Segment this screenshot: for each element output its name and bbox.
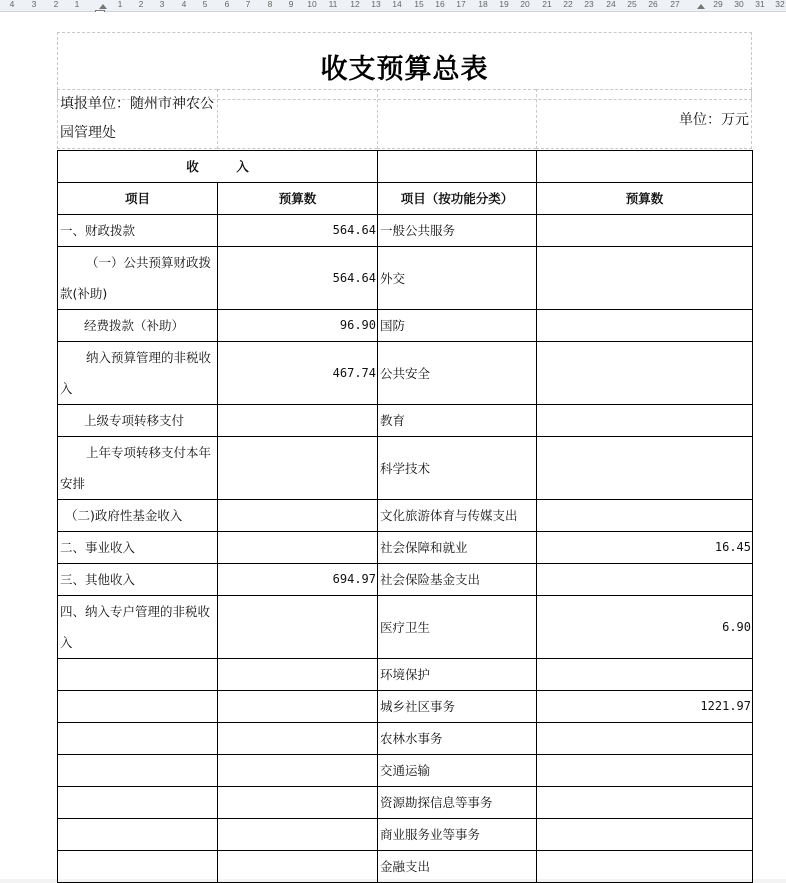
- table-row: [58, 596, 753, 659]
- ruler-tick-label: 16: [435, 0, 445, 9]
- column-header[interactable]: 项目: [58, 183, 218, 215]
- expense-item-cell[interactable]: 交通运输: [378, 755, 537, 787]
- expense-amount-cell[interactable]: [537, 787, 753, 819]
- expense-item-cell[interactable]: 社会保障和就业: [378, 532, 537, 564]
- ruler-tick-label: 3: [31, 0, 37, 9]
- table-row: [58, 564, 753, 596]
- expense-amount-cell[interactable]: [537, 247, 753, 310]
- ruler-tick-label: 11: [328, 0, 338, 9]
- expense-amount-cell[interactable]: [537, 564, 753, 596]
- ruler-tick-label: 19: [499, 0, 509, 9]
- expense-amount-cell[interactable]: [537, 851, 753, 883]
- income-item-cell[interactable]: [58, 787, 218, 819]
- ruler-tick-label: 17: [456, 0, 466, 9]
- column-header[interactable]: 项目（按功能分类）: [378, 183, 537, 215]
- ruler-tick-label: 26: [648, 0, 658, 9]
- ruler-tick-label: 13: [371, 0, 381, 9]
- expense-item-cell[interactable]: 一般公共服务: [378, 215, 537, 247]
- income-item-cell[interactable]: [58, 659, 218, 691]
- ruler-tick-label: 10: [307, 0, 317, 9]
- expense-amount-cell[interactable]: 6.90: [537, 596, 753, 659]
- income-amount-cell[interactable]: 694.97: [218, 564, 378, 596]
- expense-item-cell[interactable]: 金融支出: [378, 851, 537, 883]
- expense-amount-cell[interactable]: 16.45: [537, 532, 753, 564]
- income-item-cell[interactable]: （二)政府性基金收入: [58, 500, 218, 532]
- income-item-cell[interactable]: [58, 851, 218, 883]
- table-row: [58, 437, 753, 500]
- income-amount-cell[interactable]: 564.64: [218, 247, 378, 310]
- expense-item-cell[interactable]: 环境保护: [378, 659, 537, 691]
- income-item-cell[interactable]: （一）公共预算财政拨款(补助): [58, 247, 218, 310]
- table-cell[interactable]: [537, 151, 753, 183]
- income-amount-cell[interactable]: [218, 437, 378, 500]
- expense-item-cell[interactable]: 公共安全: [378, 342, 537, 405]
- ruler-tick-label: 32: [775, 0, 785, 9]
- unit-label: 单位：万元: [536, 89, 752, 149]
- income-amount-cell[interactable]: [218, 755, 378, 787]
- table-row: [58, 787, 753, 819]
- ruler-tick-label: 1: [74, 0, 80, 9]
- page-title: 收支预算总表: [57, 32, 752, 100]
- income-amount-cell[interactable]: [218, 596, 378, 659]
- ruler-tick-label: 27: [670, 0, 680, 9]
- expense-amount-cell[interactable]: [537, 659, 753, 691]
- income-item-cell[interactable]: 上年专项转移支付本年安排: [58, 437, 218, 500]
- expense-item-cell[interactable]: 资源勘探信息等事务: [378, 787, 537, 819]
- budget-table: [57, 150, 753, 883]
- ruler-tick-label: 4: [181, 0, 187, 9]
- table-row: [58, 342, 753, 405]
- column-header[interactable]: 预算数: [537, 183, 753, 215]
- table-row: [58, 310, 753, 342]
- right-indent-marker-icon[interactable]: [697, 4, 705, 9]
- ruler-tick-label: 7: [245, 0, 251, 9]
- expense-amount-cell[interactable]: [537, 500, 753, 532]
- income-item-cell[interactable]: [58, 755, 218, 787]
- ruler-tick-label: 6: [224, 0, 230, 9]
- income-amount-cell[interactable]: [218, 723, 378, 755]
- ruler-tick-label: 21: [542, 0, 552, 9]
- income-amount-cell[interactable]: [218, 405, 378, 437]
- ruler-tick-label: 18: [478, 0, 488, 9]
- ruler-tick-label: 14: [392, 0, 402, 9]
- income-item-cell[interactable]: 一、财政拨款: [58, 215, 218, 247]
- income-amount-cell[interactable]: [218, 500, 378, 532]
- table-row: [58, 500, 753, 532]
- expense-item-cell[interactable]: 农林水事务: [378, 723, 537, 755]
- info-cell-empty: [217, 89, 377, 149]
- ruler-tick-label: 15: [414, 0, 424, 9]
- table-header-row: [58, 183, 753, 215]
- expense-item-cell[interactable]: 城乡社区事务: [378, 691, 537, 723]
- ruler-tick-label: 5: [202, 0, 208, 9]
- expense-amount-cell[interactable]: [537, 342, 753, 405]
- column-header[interactable]: 预算数: [218, 183, 378, 215]
- income-header[interactable]: 收 入: [58, 151, 378, 183]
- income-amount-cell[interactable]: 96.90: [218, 310, 378, 342]
- table-row: [58, 405, 753, 437]
- table-row: [58, 247, 753, 310]
- table-row: [58, 215, 753, 247]
- table-cell[interactable]: [378, 151, 537, 183]
- ruler-tick-label: 24: [606, 0, 616, 9]
- ruler-tick-label: 22: [563, 0, 573, 9]
- income-item-cell[interactable]: 经费拨款（补助）: [58, 310, 218, 342]
- expense-amount-cell[interactable]: [537, 819, 753, 851]
- income-item-cell[interactable]: 上级专项转移支付: [58, 405, 218, 437]
- expense-amount-cell[interactable]: 1221.97: [537, 691, 753, 723]
- expense-amount-cell[interactable]: [537, 437, 753, 500]
- info-cell-empty: [377, 89, 536, 149]
- income-amount-cell[interactable]: [218, 787, 378, 819]
- income-amount-cell[interactable]: [218, 532, 378, 564]
- table-row: [58, 851, 753, 883]
- ruler-tick-label: 9: [288, 0, 294, 9]
- table-row: [58, 691, 753, 723]
- expense-item-cell[interactable]: 社会保险基金支出: [378, 564, 537, 596]
- expense-amount-cell[interactable]: [537, 755, 753, 787]
- ruler-tick-label: 4: [9, 0, 15, 9]
- expense-item-cell[interactable]: 国防: [378, 310, 537, 342]
- income-amount-cell[interactable]: [218, 691, 378, 723]
- income-item-cell[interactable]: [58, 723, 218, 755]
- ruler-tick-label: 31: [755, 0, 765, 9]
- income-amount-cell[interactable]: 467.74: [218, 342, 378, 405]
- income-item-cell[interactable]: 三、其他收入: [58, 564, 218, 596]
- table-row: [58, 755, 753, 787]
- expense-amount-cell[interactable]: [537, 310, 753, 342]
- ruler-tick-label: 12: [350, 0, 360, 9]
- horizontal-ruler[interactable]: [0, 0, 786, 12]
- income-item-cell[interactable]: 纳入预算管理的非税收入: [58, 342, 218, 405]
- expense-amount-cell[interactable]: [537, 723, 753, 755]
- table-row: [58, 723, 753, 755]
- table-row: [58, 659, 753, 691]
- expense-item-cell[interactable]: 教育: [378, 405, 537, 437]
- ruler-tick-label: 3: [159, 0, 165, 9]
- ruler-tick-label: 2: [138, 0, 144, 9]
- income-item-cell[interactable]: 四、纳入专户管理的非税收入: [58, 596, 218, 659]
- table-row: [58, 532, 753, 564]
- income-item-cell[interactable]: [58, 819, 218, 851]
- filler-unit-label: 填报单位：随州市神农公园管理处: [57, 89, 217, 149]
- income-amount-cell[interactable]: [218, 819, 378, 851]
- expense-item-cell[interactable]: 科学技术: [378, 437, 537, 500]
- expense-item-cell[interactable]: 商业服务业等事务: [378, 819, 537, 851]
- income-amount-cell[interactable]: 564.64: [218, 215, 378, 247]
- expense-amount-cell[interactable]: [537, 215, 753, 247]
- expense-item-cell[interactable]: 医疗卫生: [378, 596, 537, 659]
- table-row: [58, 819, 753, 851]
- income-item-cell[interactable]: 二、事业收入: [58, 532, 218, 564]
- ruler-tick-label: 2: [53, 0, 59, 9]
- ruler-tick-label: 1: [117, 0, 123, 9]
- ruler-tick-label: 30: [734, 0, 744, 9]
- expense-amount-cell[interactable]: [537, 405, 753, 437]
- ruler-tick-label: 29: [713, 0, 723, 9]
- expense-item-cell[interactable]: 文化旅游体育与传媒支出: [378, 500, 537, 532]
- income-amount-cell[interactable]: [218, 659, 378, 691]
- ruler-tick-label: 20: [520, 0, 530, 9]
- income-item-cell[interactable]: [58, 691, 218, 723]
- ruler-tick-label: 8: [267, 0, 273, 9]
- table-header-row: [58, 151, 753, 183]
- ruler-tick-label: 25: [627, 0, 637, 9]
- ruler-tick-label: 23: [584, 0, 594, 9]
- income-amount-cell[interactable]: [218, 851, 378, 883]
- expense-item-cell[interactable]: 外交: [378, 247, 537, 310]
- left-indent-marker-icon[interactable]: [99, 4, 107, 9]
